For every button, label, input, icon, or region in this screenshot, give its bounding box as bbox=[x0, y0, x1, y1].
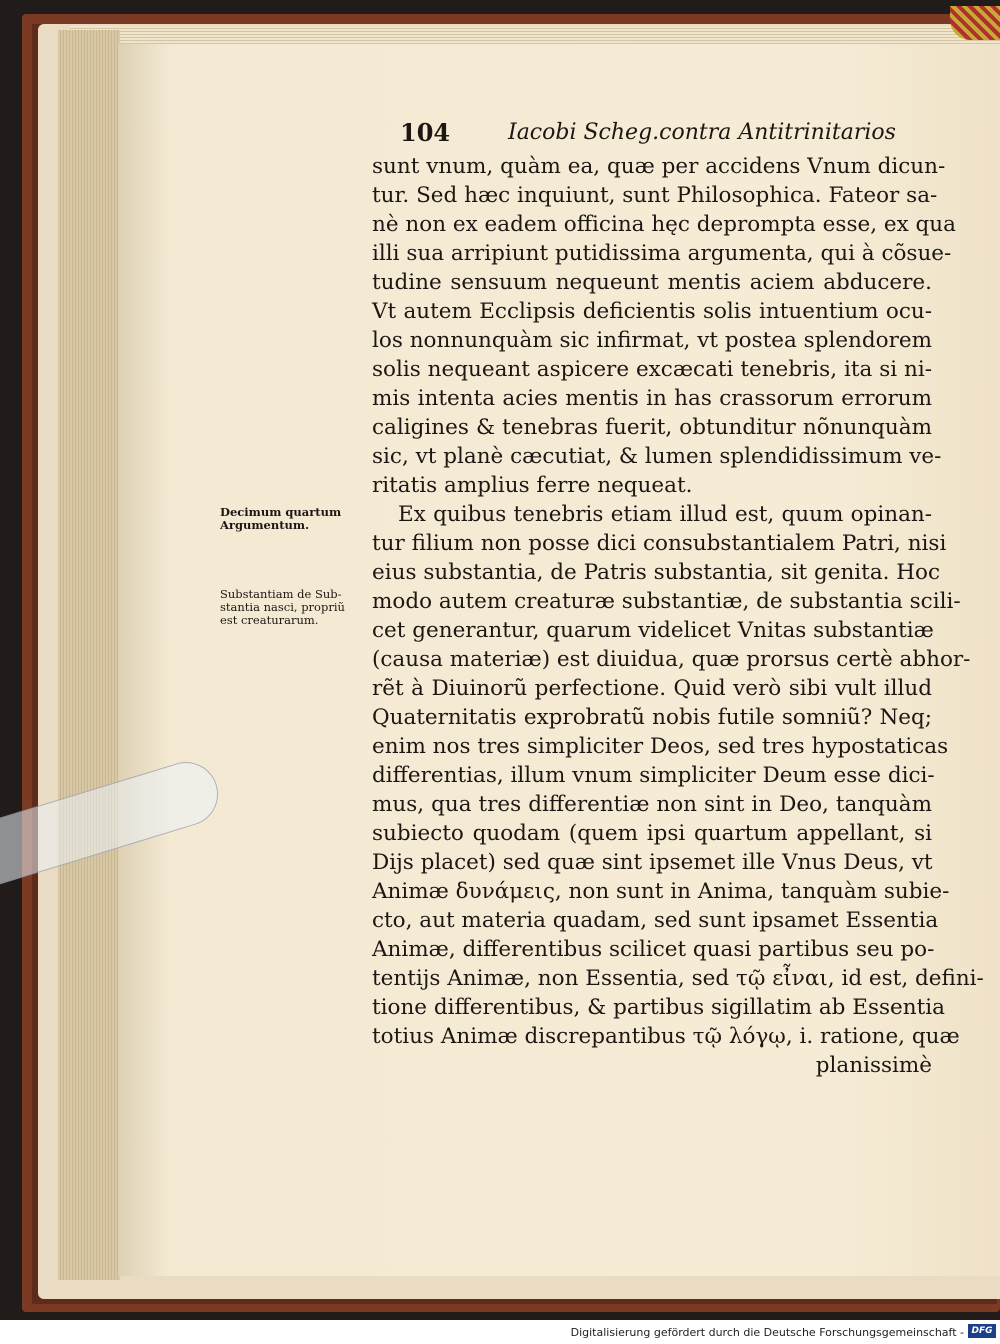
text-line: modo autem creaturæ substantiæ, de substantia scili- bbox=[372, 589, 961, 614]
page-side-edges bbox=[58, 30, 120, 1280]
text-line: mus, qua tres differentiæ non sint in Deo, tanquàm bbox=[372, 792, 932, 817]
marginal-note-line: Argumentum. bbox=[220, 518, 310, 532]
marginal-note-argument bbox=[220, 506, 355, 532]
marginal-note-line: Decimum quartum bbox=[220, 505, 342, 519]
page-number: 104 bbox=[400, 118, 451, 147]
text-line: illi sua arripiunt putidissima argumenta, qui à cõsue- bbox=[372, 241, 952, 266]
text-line: cet generantur, quarum videlicet Vnitas substantiæ bbox=[372, 618, 934, 643]
running-title: Iacobi Scheg.contra Antitrinitarios bbox=[508, 120, 896, 145]
text-line: rẽt à Diuinorũ perfectione. Quid verò sibi vult illud bbox=[372, 676, 932, 701]
body-text bbox=[372, 152, 984, 1080]
text-line: tentijs Animæ, non Essentia, sed τῷ εἶναι, id est, defini- bbox=[372, 966, 984, 991]
text-line: Animæ, differentibus scilicet quasi partibus seu po- bbox=[372, 937, 935, 962]
text-line: Dijs placet) sed quæ sint ipsemet ille Vnus Deus, vt bbox=[372, 850, 933, 875]
marginal-note-line: Substantiam de Sub- bbox=[220, 587, 342, 601]
text-line: differentias, illum vnum simpliciter Deum esse dici- bbox=[372, 763, 935, 788]
text-line: sunt vnum, quàm ea, quæ per accidens Vnum dicun- bbox=[372, 154, 946, 179]
text-line: tione differentibus, & partibus sigillatim ab Essentia bbox=[372, 995, 945, 1020]
text-line: Animæ δυνάμεις, non sunt in Anima, tanquàm subie- bbox=[372, 879, 950, 904]
text-line: sic, vt planè cæcutiat, & lumen splendidissimum ve- bbox=[372, 444, 942, 469]
text-line: caligines & tenebras fuerit, obtunditur nõnunquàm bbox=[372, 415, 932, 440]
funding-credit: Digitalisierung gefördert durch die Deutsche Forschungsgemeinschaft - bbox=[570, 1326, 964, 1339]
marginal-note-line: est creaturarum. bbox=[220, 613, 319, 627]
text-line: los nonnunquàm sic infirmat, vt postea splendorem bbox=[372, 328, 932, 353]
text-line: (causa materiæ) est diuidua, quæ prorsus certè abhor- bbox=[372, 647, 971, 672]
text-line: ritatis amplius ferre nequeat. bbox=[372, 473, 693, 498]
text-line: cto, aut materia quadam, sed sunt ipsamet Essentia bbox=[372, 908, 939, 933]
marginal-note-line: stantia nasci, propriũ bbox=[220, 600, 345, 614]
catchword: planissimè bbox=[815, 1053, 932, 1078]
text-line: eius substantia, de Patris substantia, sit genita. Hoc bbox=[372, 560, 941, 585]
text-line: Quaternitatis exprobratũ nobis futile somniũ? Neq; bbox=[372, 705, 932, 730]
bookmark-ribbon bbox=[950, 6, 1000, 40]
text-line: tudine sensuum nequeunt mentis aciem abducere. bbox=[372, 270, 932, 295]
text-line: solis nequeant aspicere excæcati tenebris, ita si ni- bbox=[372, 357, 932, 382]
dfg-logo: DFG bbox=[968, 1324, 996, 1338]
text-line: enim nos tres simpliciter Deos, sed tres hypostaticas bbox=[372, 734, 949, 759]
text-line: subiecto quodam (quem ipsi quartum appellant, si bbox=[372, 821, 932, 846]
text-line: nè non ex eadem officina hęc deprompta esse, ex qua bbox=[372, 212, 956, 237]
text-line: Ex quibus tenebris etiam illud est, quum opinan- bbox=[398, 502, 932, 527]
text-line: Vt autem Ecclipsis deficientis solis intuentium ocu- bbox=[372, 299, 932, 324]
text-line: totius Animæ discrepantibus τῷ λόγῳ, i. ratione, quæ bbox=[372, 1024, 960, 1049]
marginal-note-substance bbox=[220, 588, 355, 627]
text-line: mis intenta acies mentis in has crassorum errorum bbox=[372, 386, 932, 411]
text-line: tur filium non posse dici consubstantialem Patri, nisi bbox=[372, 531, 947, 556]
text-line: tur. Sed hæc inquiunt, sunt Philosophica. Fateor sa- bbox=[372, 183, 938, 208]
